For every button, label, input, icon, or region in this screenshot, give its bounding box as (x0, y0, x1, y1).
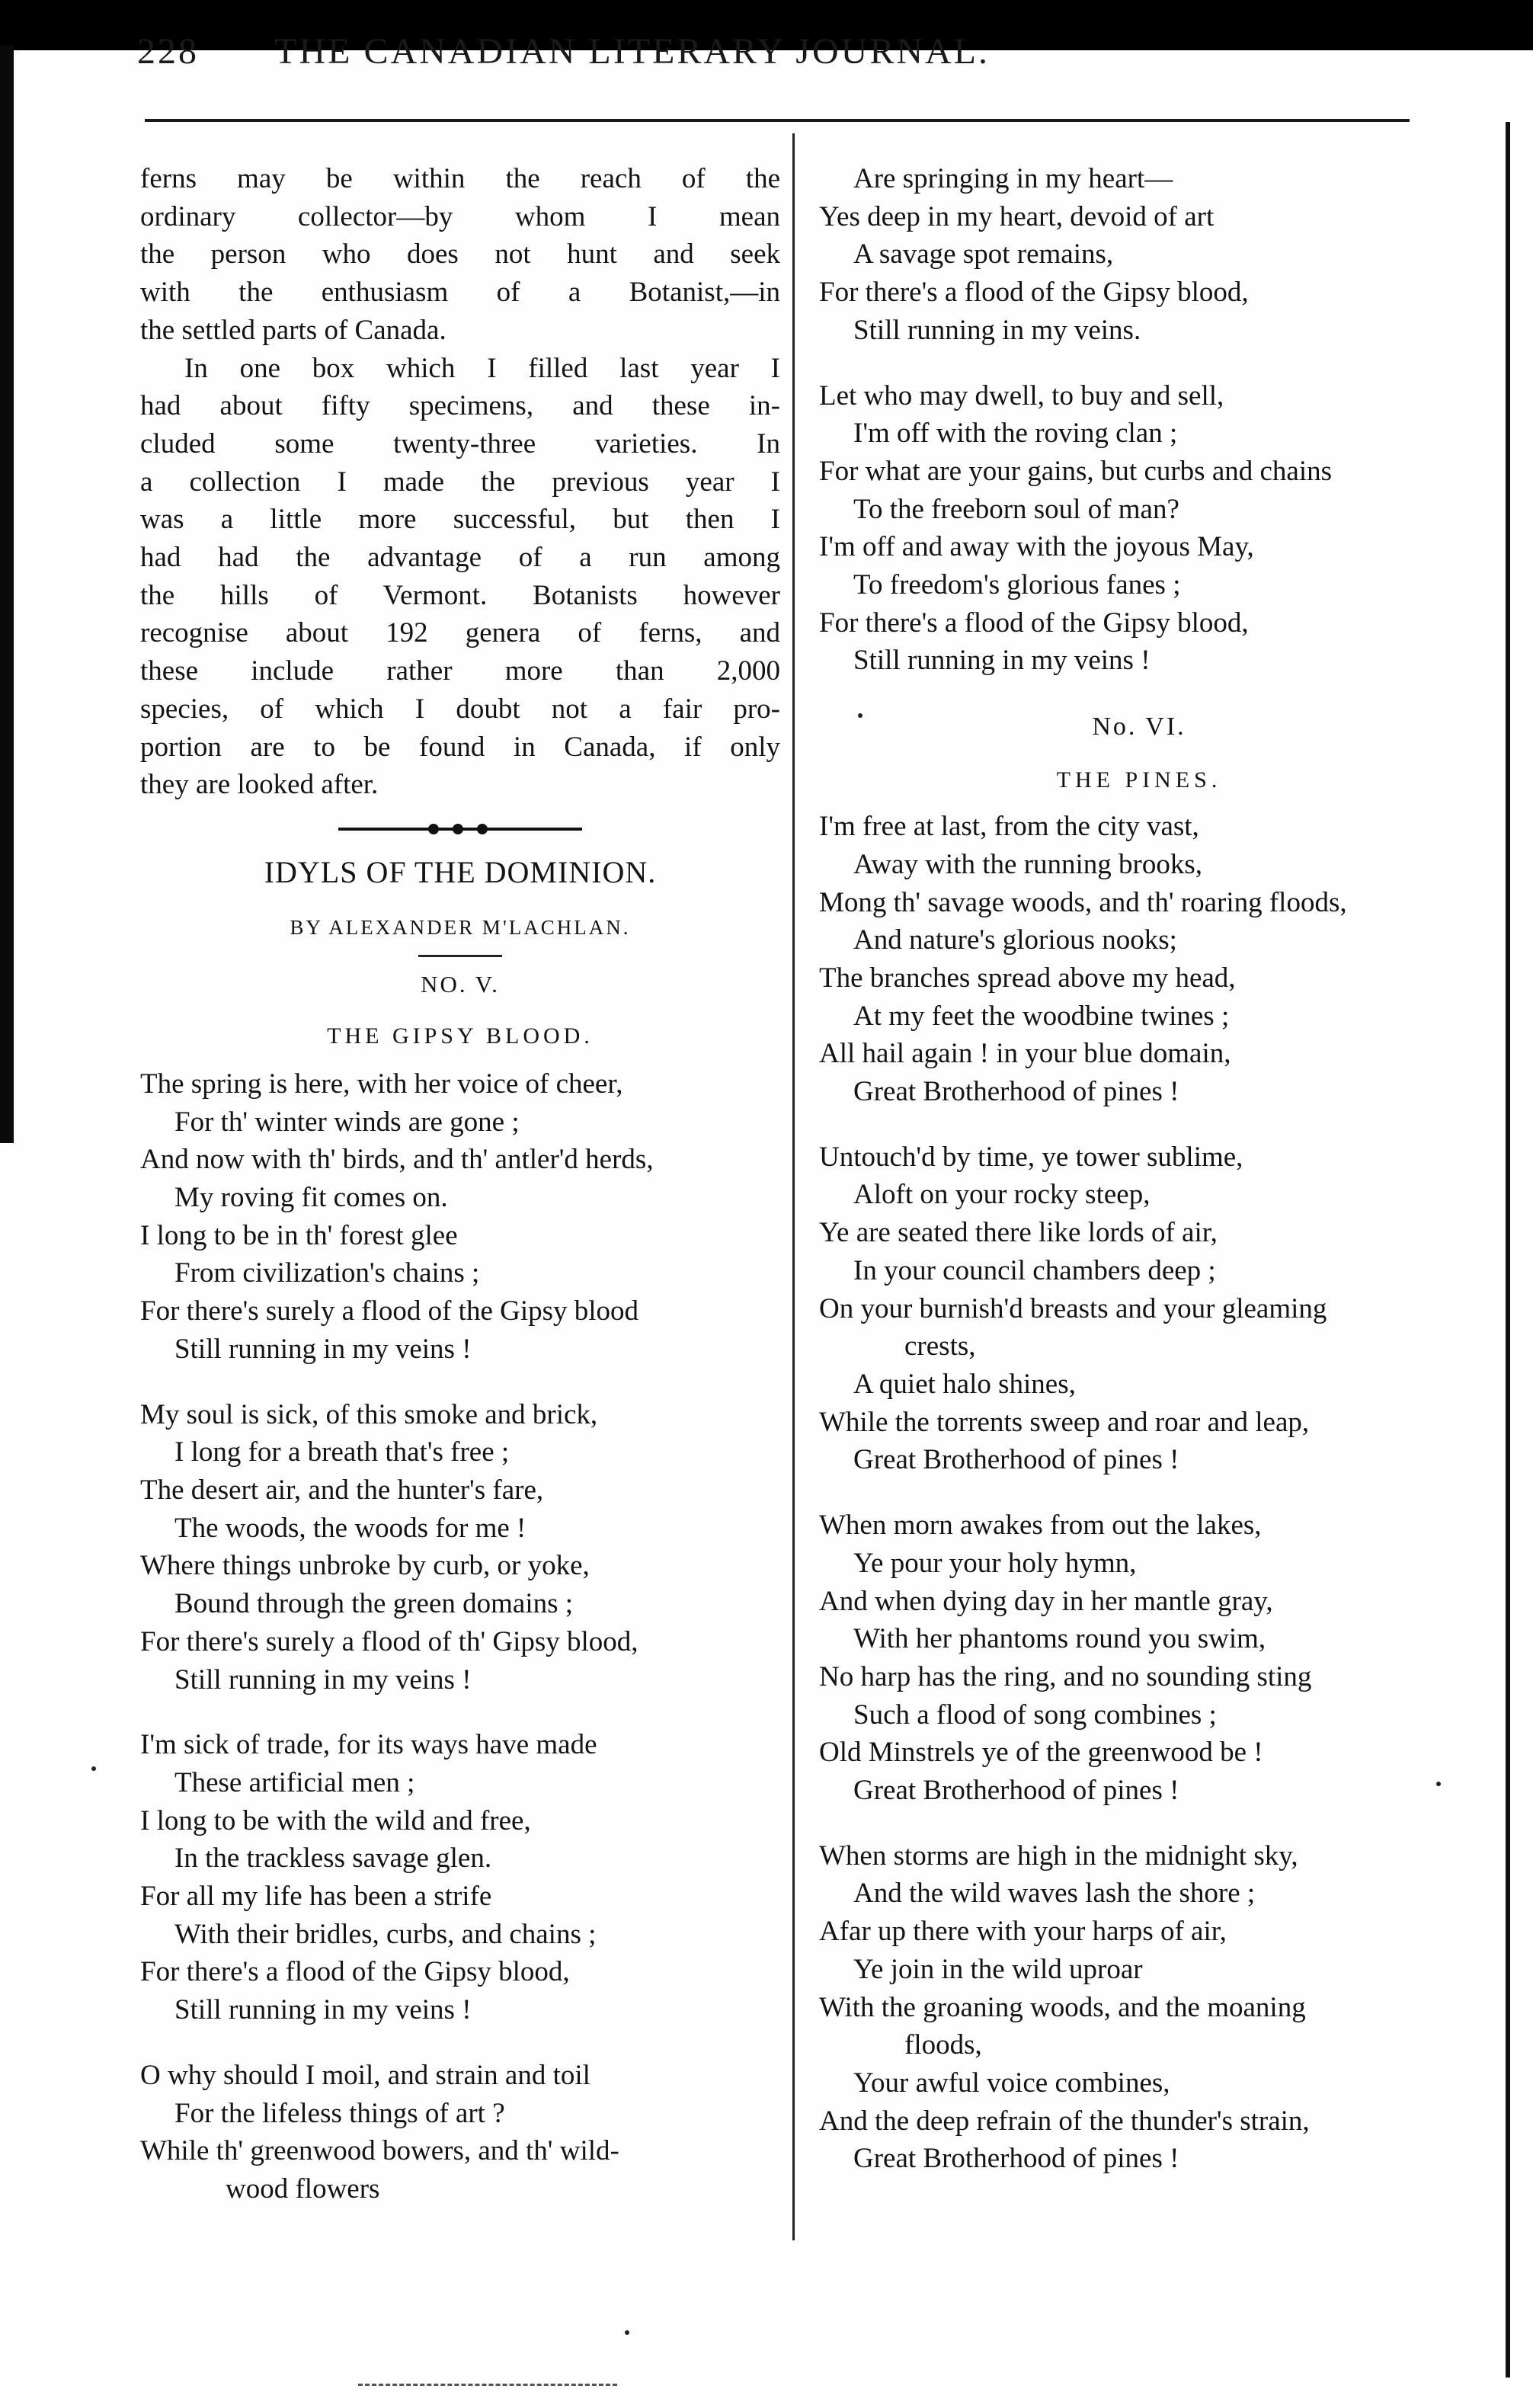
left-column (140, 160, 780, 2236)
prose-line: a collection I made the previous year I (140, 466, 780, 498)
poem-line: For all my life has been a strife (140, 1881, 492, 1913)
prose-line: ferns may be within the reach of the (140, 163, 780, 194)
poem-line: When morn awakes from out the lakes, (819, 1510, 1262, 1542)
print-speck (858, 713, 863, 718)
poem-line: The spring is here, with her voice of cheer, (140, 1068, 623, 1100)
prose-line: portion are to be found in Canada, if only (140, 731, 780, 763)
poem-line: All hail again ! in your blue domain, (819, 1038, 1231, 1070)
poem-line: Such a flood of song combines ; (853, 1699, 1217, 1731)
prose-line: with the enthusiasm of a Botanist,—in (140, 277, 780, 309)
poem-line: Great Brotherhood of pines ! (853, 1775, 1179, 1807)
poem-line: With the groaning woods, and the moaning (819, 1991, 1306, 2023)
prose-line: the person who does not hunt and seek (140, 239, 780, 271)
prose-line: ordinary collector—by whom I mean (140, 200, 780, 232)
poem-line: With their bridles, curbs, and chains ; (174, 1918, 597, 1950)
poem-line: And nature's glorious nooks; (853, 924, 1177, 956)
poem-line: O why should I moil, and strain and toil (140, 2059, 590, 2091)
poem-line: Bound through the green domains ; (174, 1588, 574, 1620)
stanza (140, 1726, 780, 2029)
poem-line: Untouch'd by time, ye tower sublime, (819, 1141, 1243, 1173)
running-title: THE CANADIAN LITERARY JOURNAL. (274, 35, 990, 69)
poem-line: While th' greenwood bowers, and th' wild- (140, 2135, 619, 2167)
poem-gipsy-blood (140, 1065, 780, 2208)
poem-line: A savage spot remains, (853, 239, 1114, 271)
poem-line: The desert air, and the hunter's fare, (140, 1474, 544, 1506)
prose-line: the settled parts of Canada. (140, 314, 446, 346)
poem-line: The branches spread above my head, (819, 962, 1236, 994)
poem-line: Afar up there with your harps of air, (819, 1916, 1227, 1948)
poem-line: Where things unbroke by curb, or yoke, (140, 1550, 590, 1582)
poem-line: For what are your gains, but curbs and chains (819, 455, 1333, 487)
poem-line: For th' winter winds are gone ; (174, 1106, 520, 1138)
poem-line: And the deep refrain of the thunder's strain, (819, 2105, 1310, 2137)
poem-line: For the lifeless things of art ? (174, 2097, 505, 2129)
prose-line: had about fifty specimens, and these in- (140, 390, 780, 422)
poem-number-v: NO. V. (421, 970, 500, 997)
intro-prose (140, 160, 780, 804)
poem-line: Are springing in my heart— (853, 163, 1173, 194)
poem-title-gipsy-blood: THE GIPSY BLOOD. (327, 1023, 594, 1049)
poem-line: Aloft on your rocky steep, (853, 1179, 1151, 1211)
prose-line: these include rather more than 2,000 (140, 655, 780, 687)
poem-line: Still running in my veins ! (174, 1994, 472, 2026)
poem-line: Still running in my veins ! (174, 1664, 472, 1696)
poem-line: Still running in my veins ! (853, 645, 1151, 677)
poem-line: Old Minstrels ye of the greenwood be ! (819, 1737, 1263, 1769)
running-header (137, 35, 1204, 69)
right-column (819, 160, 1459, 2205)
poem-line: floods, (904, 2029, 982, 2061)
poem-line: wood flowers (226, 2173, 380, 2205)
byline: BY ALEXANDER M'LACHLAN. (290, 915, 631, 939)
poem-line: I'm free at last, from the city vast, (819, 811, 1199, 843)
prose-line: species, of which I doubt not a fair pro- (140, 693, 780, 725)
poem-line: Great Brotherhood of pines ! (853, 1444, 1179, 1476)
poem-line: With her phantoms round you swim, (853, 1623, 1266, 1655)
stanza (819, 160, 1459, 350)
poem-line: A quiet halo shines, (853, 1368, 1076, 1400)
poem-line: At my feet the woodbine twines ; (853, 1000, 1230, 1032)
print-speck (625, 2330, 629, 2335)
prose-line: In one box which I filled last year I (184, 352, 780, 384)
stanza (819, 1507, 1459, 1810)
scan-edge-right (1506, 122, 1510, 2378)
stanza (819, 377, 1459, 680)
section-title: IDYLS OF THE DOMINION. (264, 854, 657, 889)
prose-line: they are looked after. (140, 769, 379, 801)
poem-line: In the trackless savage glen. (174, 1843, 492, 1875)
prose-line: the hills of Vermont. Botanists however (140, 579, 780, 611)
print-speck (91, 1766, 96, 1771)
poem-title-pines: THE PINES. (1056, 767, 1222, 793)
poem-line: And now with th' birds, and th' antler'd herds, (140, 1144, 654, 1176)
prose-line: had had the advantage of a run among (140, 542, 780, 574)
poem-line: Let who may dwell, to buy and sell, (819, 379, 1224, 411)
poem-line: My soul is sick, of this smoke and brick, (140, 1398, 598, 1430)
poem-line: Still running in my veins ! (174, 1333, 472, 1365)
poem-line: Still running in my veins. (853, 314, 1141, 346)
stanza (140, 1065, 780, 1369)
poem-line: Away with the running brooks, (853, 848, 1203, 880)
poem-line: Mong th' savage woods, and th' roaring floods, (819, 886, 1347, 918)
poem-line: On your burnish'd breasts and your gleaming (819, 1292, 1327, 1324)
poem-line: Yes deep in my heart, devoid of art (819, 200, 1215, 232)
poem-line: While the torrents sweep and roar and leap, (819, 1406, 1310, 1438)
poem-line: I long for a breath that's free ; (174, 1436, 510, 1468)
poem-pines (819, 808, 1459, 2178)
poem-line: No harp has the ring, and no sounding sting (819, 1660, 1312, 1692)
poem-line: And the wild waves lash the shore ; (853, 1878, 1256, 1910)
poem-line: Ye are seated there like lords of air, (819, 1217, 1218, 1249)
poem-line: For there's a flood of the Gipsy blood, (140, 1956, 570, 1988)
poem-line: The woods, the woods for me ! (174, 1512, 526, 1544)
poem-line: I long to be with the wild and free, (140, 1804, 531, 1836)
print-speck (1436, 1782, 1441, 1786)
poem-line: I'm off and away with the joyous May, (819, 531, 1254, 563)
poem-line: I'm off with the roving clan ; (853, 418, 1178, 450)
poem-line: And when dying day in her mantle gray, (819, 1585, 1273, 1617)
poem-line: crests, (904, 1330, 976, 1363)
poem-line: For there's a flood of the Gipsy blood, (819, 607, 1249, 639)
section-divider-ornament (338, 821, 582, 836)
stanza (819, 1138, 1459, 1479)
poem-line: In your council chambers deep ; (853, 1254, 1216, 1286)
short-rule (418, 955, 502, 957)
poem-line: I long to be in th' forest glee (140, 1219, 458, 1251)
poem-gipsy-blood-continued (819, 160, 1459, 680)
poem-line: These artificial men ; (174, 1766, 415, 1798)
poem-number-vi: No. VI. (1092, 712, 1186, 741)
poem-line: To freedom's glorious fanes ; (853, 569, 1181, 601)
stanza (140, 1396, 780, 1699)
poem-line: Great Brotherhood of pines ! (853, 1076, 1179, 1108)
poem-line: When storms are high in the midnight sky, (819, 1840, 1298, 1872)
page-number: 228 (137, 35, 199, 69)
poem-line: Ye join in the wild uproar (853, 1953, 1143, 1985)
poem-line: Your awful voice combines, (853, 2067, 1170, 2099)
poem-line: For there's a flood of the Gipsy blood, (819, 277, 1249, 309)
poem-line: From civilization's chains ; (174, 1257, 480, 1289)
bottom-scan-marks (358, 2384, 617, 2388)
stanza (819, 808, 1459, 1111)
stanza (140, 2057, 780, 2208)
poem-line: To the freeborn soul of man? (853, 493, 1179, 525)
prose-line: cluded some twenty-three varieties. In (140, 427, 780, 460)
stanza (819, 1837, 1459, 2178)
poem-line: Great Brotherhood of pines ! (853, 2143, 1179, 2175)
prose-line: recognise about 192 genera of ferns, and (140, 617, 780, 649)
scan-edge-left (0, 46, 14, 1143)
column-rule (792, 133, 795, 2240)
prose-line: was a little more successful, but then I (140, 504, 780, 536)
poem-line: For there's surely a flood of the Gipsy blood (140, 1295, 639, 1327)
poem-line: My roving fit comes on. (174, 1182, 448, 1214)
poem-line: For there's surely a flood of th' Gipsy blood, (140, 1625, 638, 1657)
header-rule (145, 119, 1410, 122)
poem-line: I'm sick of trade, for its ways have made (140, 1729, 597, 1761)
poem-line: Ye pour your holy hymn, (853, 1547, 1137, 1579)
